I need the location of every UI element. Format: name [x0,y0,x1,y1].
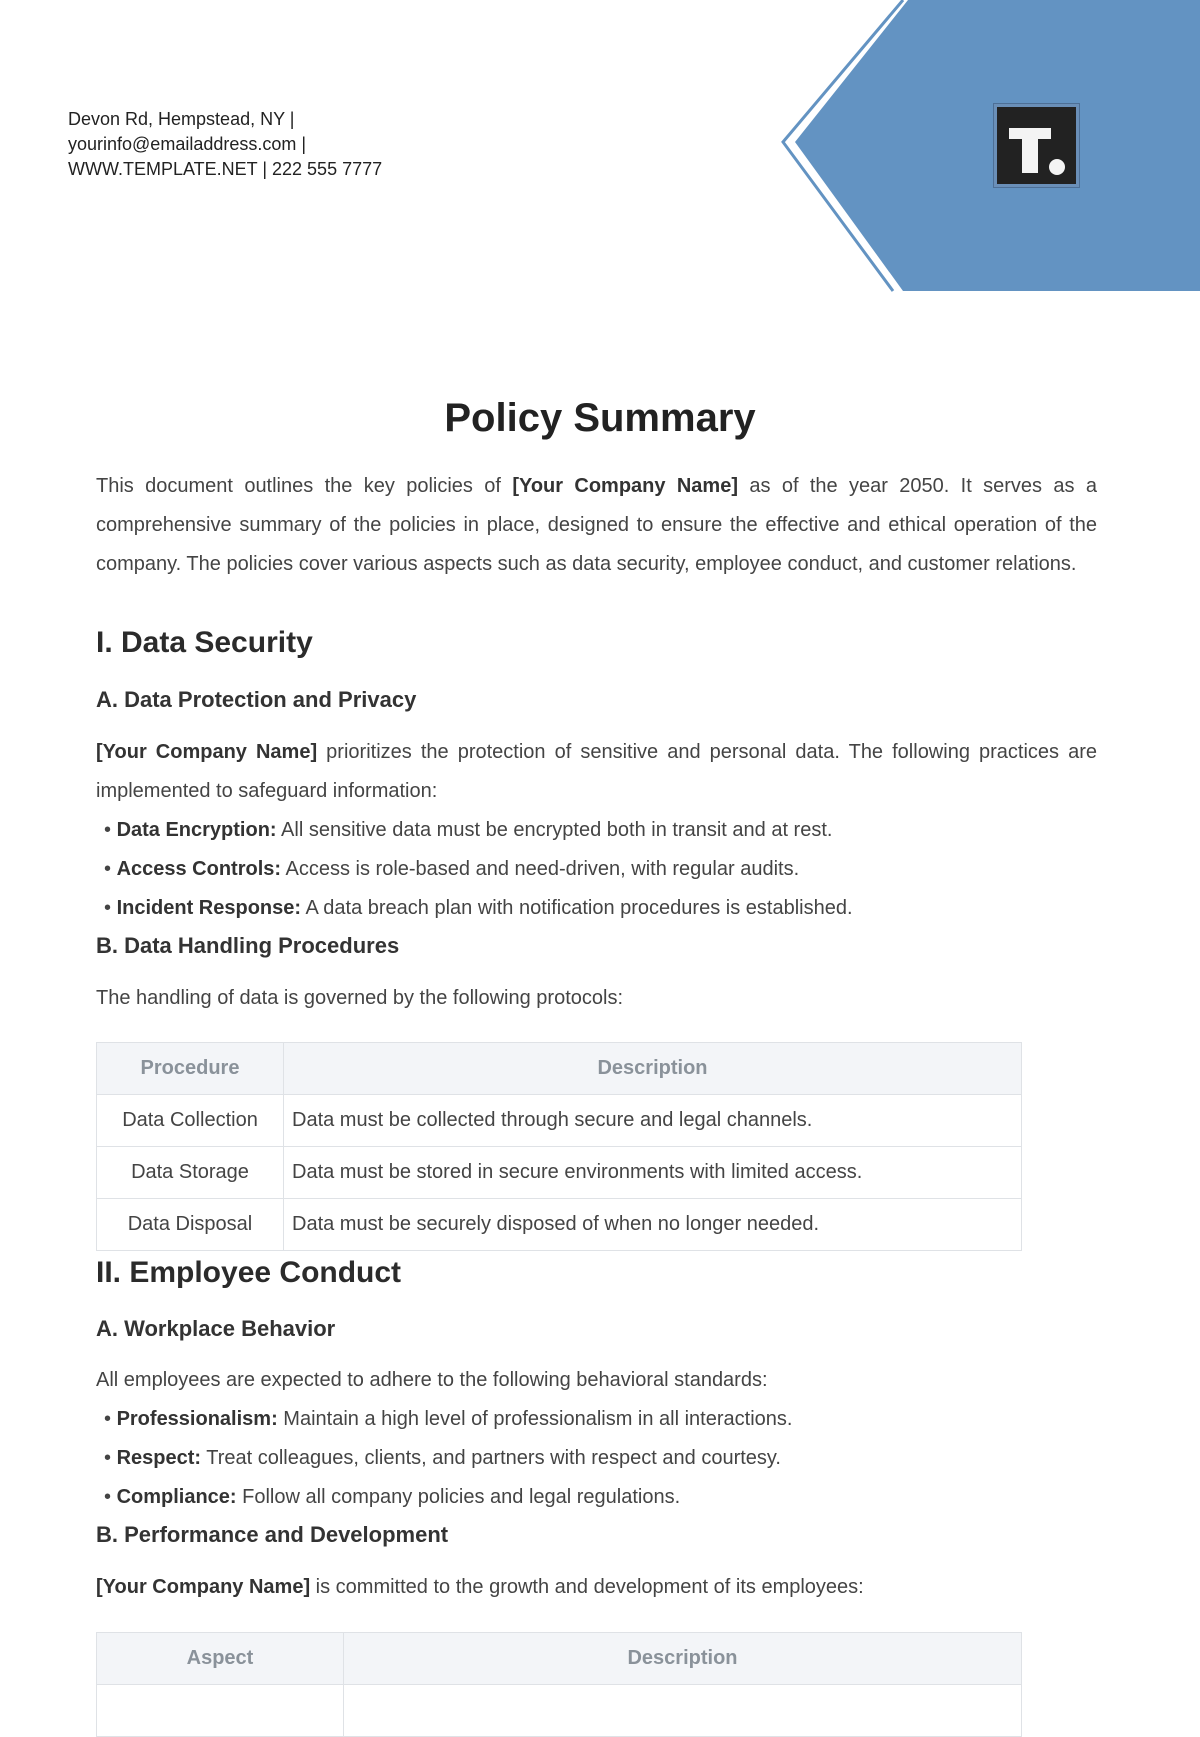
table-cell: Data must be securely disposed of when no longer needed. [284,1199,1022,1251]
list-item: • Professionalism: Maintain a high level of professionalism in all interactions. [104,1408,793,1430]
list-item: • Compliance: Follow all company policies and legal regulations. [104,1486,681,1508]
logo [993,103,1080,188]
paragraph: The handling of data is governed by the following protocols: [96,987,624,1009]
page-title: Policy Summary [444,396,756,440]
table-cell [344,1685,1022,1737]
table-cell: Data Collection [97,1095,284,1147]
intro-paragraph: This document outlines the key policies of [Your Company Name] as of the year 2050. It serves as a comprehensive summary of the policies in place, designed to ensure the effective and ethical operation of the company. The policies cover various aspects such as data security, employee conduct, and customer relations. [96,475,1097,575]
subsection-heading: B. Performance and Development [96,1522,449,1547]
table-row [97,1147,1022,1199]
paragraph: [Your Company Name] prioritizes the protection of sensitive and personal data. The following practices are implemented to safeguard information: [96,741,1098,802]
subsection-heading: B. Data Handling Procedures [96,933,400,958]
table-cell [97,1685,344,1737]
section-heading: II. Employee Conduct [96,1256,402,1289]
company-address [68,107,382,182]
performance-table [96,1632,1022,1737]
data-handling-table [96,1042,1022,1251]
email-line: yourinfo@emailaddress.com | [68,134,307,154]
section-heading: I. Data Security [96,626,313,659]
list-item: • Respect: Treat colleagues, clients, and partners with respect and courtesy. [104,1447,781,1469]
list-item: • Data Encryption: All sensitive data must be encrypted both in transit and at rest. [104,819,833,841]
address-line: Devon Rd, Hempstead, NY | [68,109,295,129]
subsection-heading: A. Workplace Behavior [96,1316,336,1341]
table-cell: Data must be stored in secure environments with limited access. [284,1147,1022,1199]
column-header: Procedure [97,1043,284,1095]
table-cell: Data Storage [97,1147,284,1199]
table-row [97,1685,1022,1737]
column-header: Description [284,1043,1022,1095]
column-header: Aspect [97,1633,344,1685]
list-item: • Incident Response: A data breach plan with notification procedures is established. [104,897,853,919]
table-cell: Data Disposal [97,1199,284,1251]
website-phone-line: WWW.TEMPLATE.NET | 222 555 7777 [68,159,383,179]
paragraph: [Your Company Name] is committed to the growth and development of its employees: [96,1576,864,1598]
list-item: • Access Controls: Access is role-based and need-driven, with regular audits. [104,858,800,880]
table-header-row [97,1043,1022,1095]
paragraph: All employees are expected to adhere to the following behavioral standards: [96,1369,768,1391]
table-cell: Data must be collected through secure and legal channels. [284,1095,1022,1147]
column-header: Description [344,1633,1022,1685]
subsection-heading: A. Data Protection and Privacy [96,687,417,712]
table-row [97,1095,1022,1147]
table-header-row [97,1633,1022,1685]
table-row [97,1199,1022,1251]
